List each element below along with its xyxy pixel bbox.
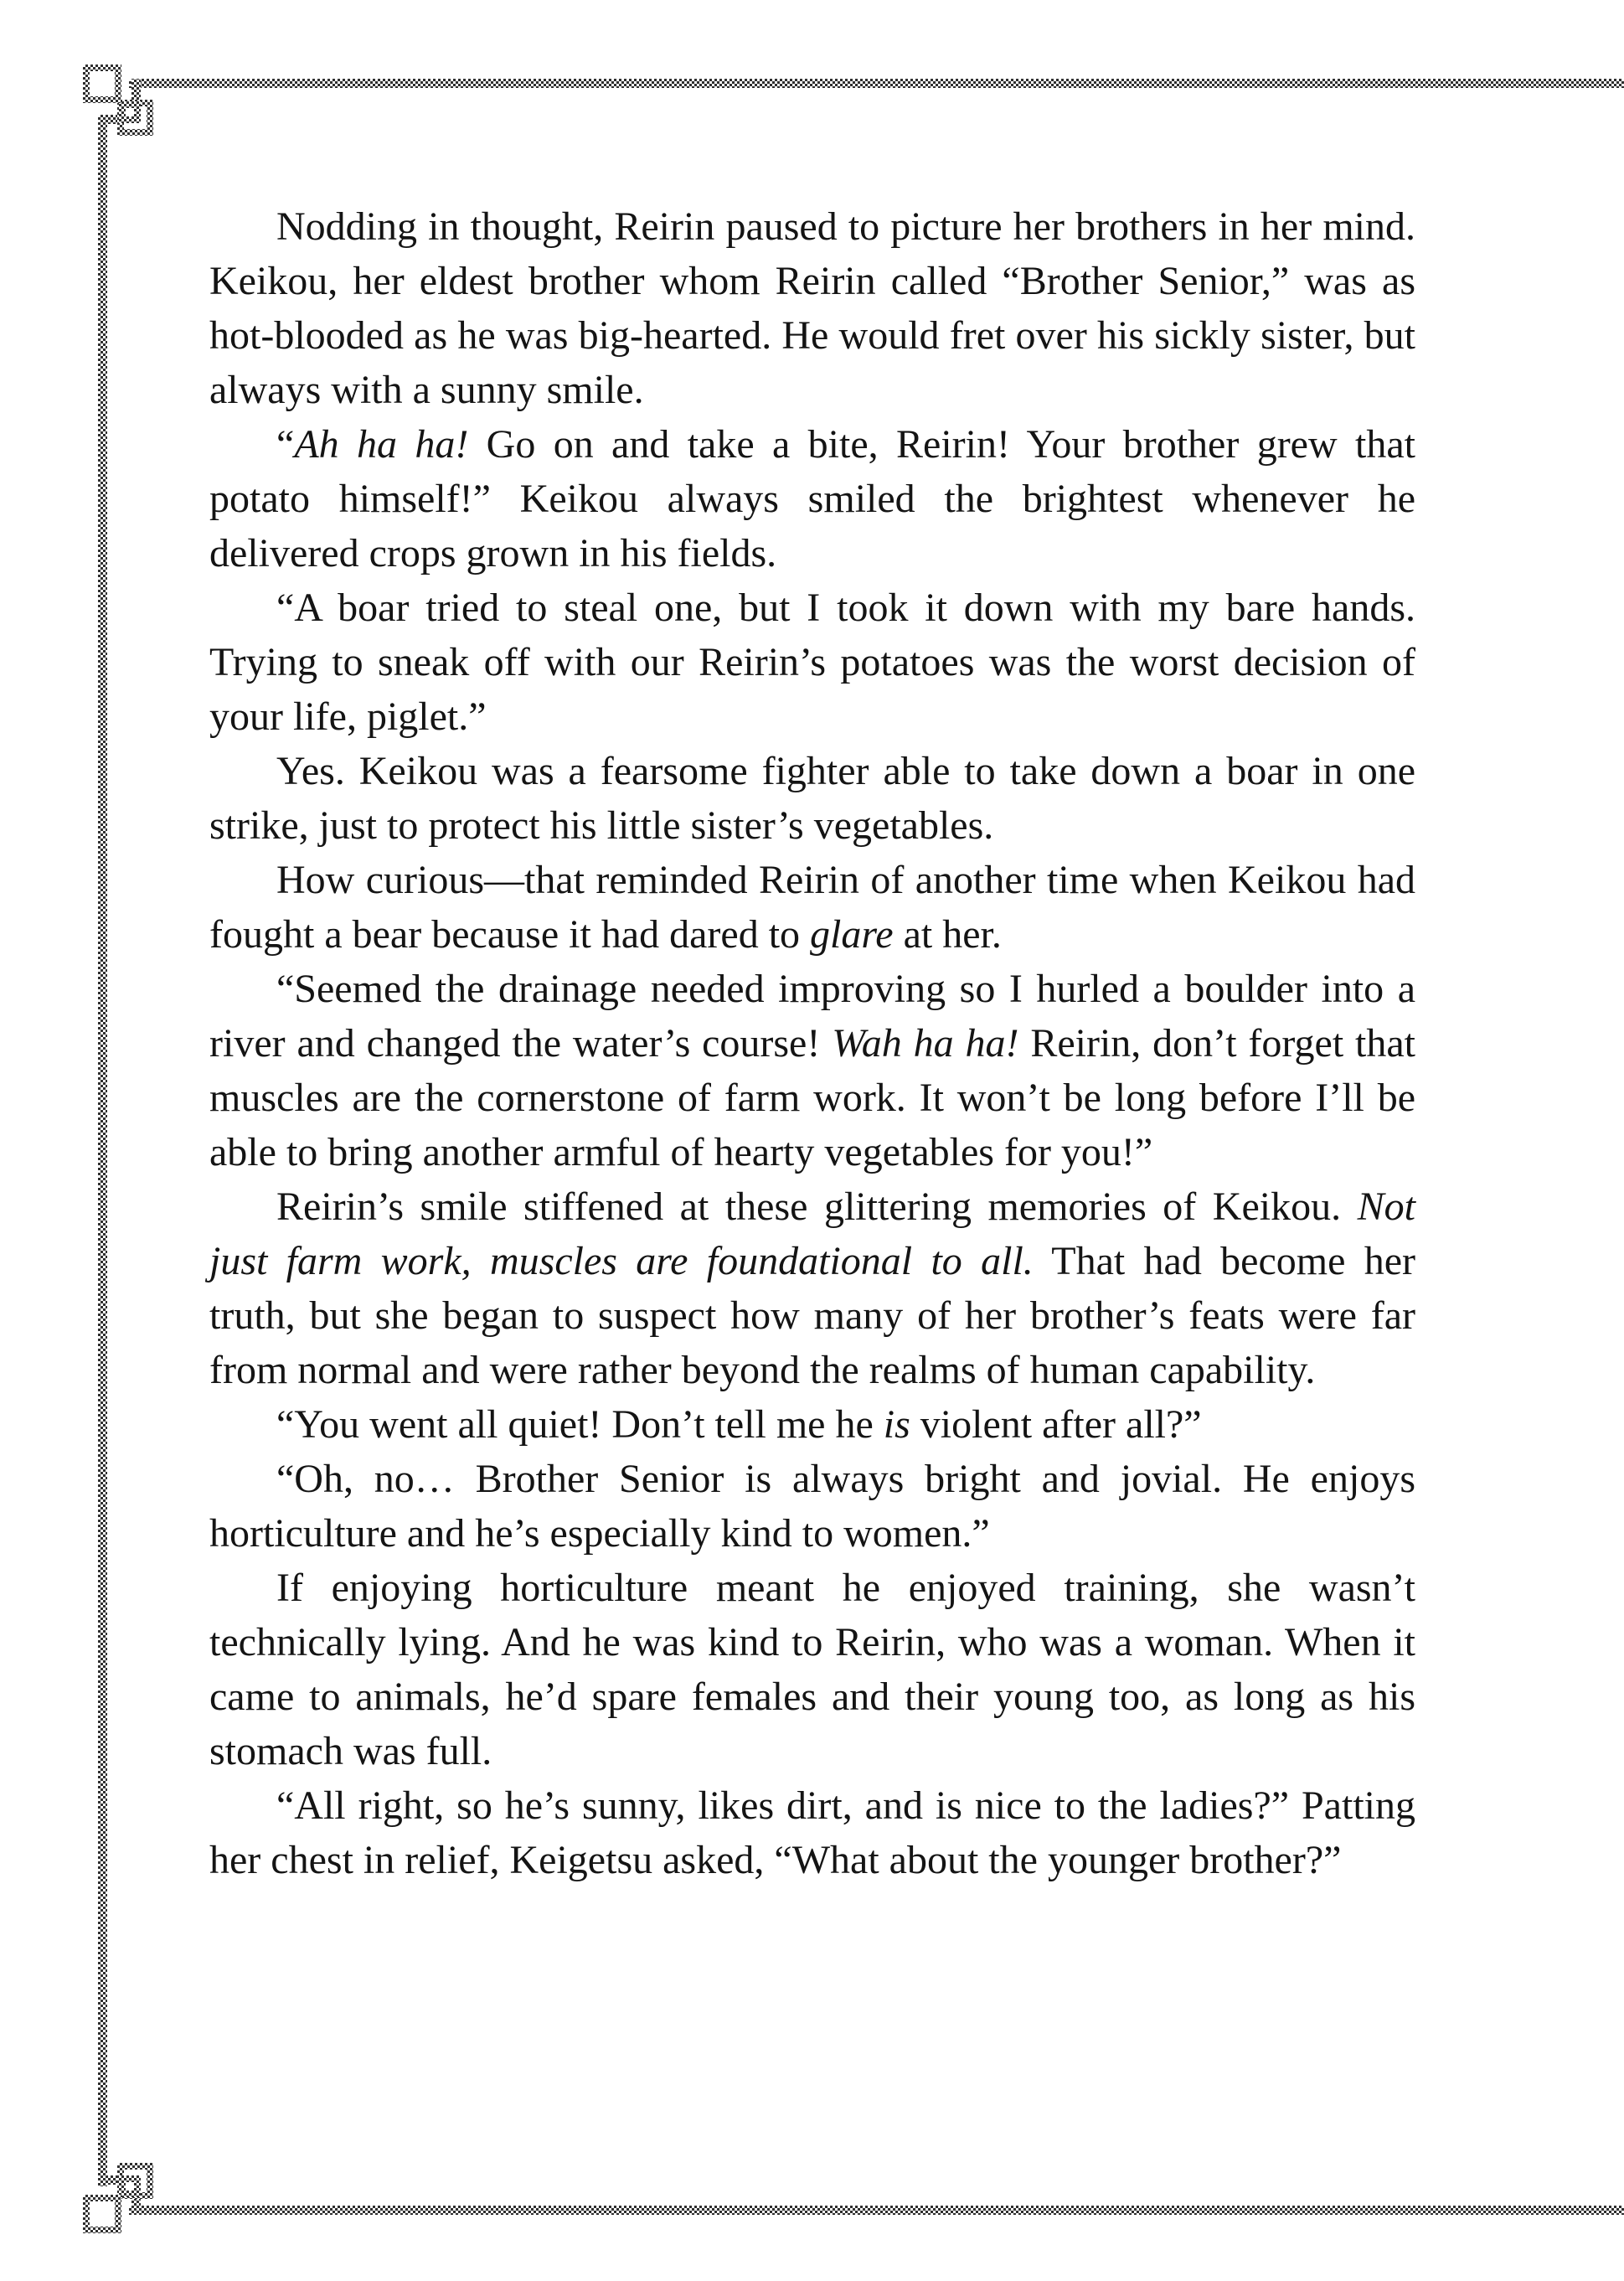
frame-corner-square-small-top bbox=[119, 101, 141, 123]
italic-text-run: Wah ha ha! bbox=[832, 1021, 1019, 1066]
text-run: “ bbox=[276, 422, 295, 467]
text-run: Nodding in thought, Reirin paused to picture her brothers in her mind. Keikou, her eldest brother whom Reirin called “Brother Senior,” was as hot-blooded as he was big-hearted. He would fret over his sickly sister, but always with a sunny smile. bbox=[209, 204, 1415, 412]
text-run: “You went all quiet! Don’t tell me he bbox=[276, 1402, 884, 1447]
paragraph bbox=[209, 744, 1415, 853]
text-run: at her. bbox=[893, 912, 1002, 957]
text-block bbox=[209, 199, 1415, 1887]
paragraph bbox=[209, 1397, 1415, 1452]
paragraph bbox=[209, 853, 1415, 962]
italic-text-run: glare bbox=[810, 912, 894, 957]
paragraph bbox=[209, 1778, 1415, 1887]
frame-corner-square-large-top bbox=[83, 65, 121, 103]
frame-left-border-line bbox=[98, 115, 107, 2186]
text-run: If enjoying horticulture meant he enjoyed training, she wasn’t technically lying. And he was kind to Reirin, who was a woman. When it came to animals, he’d spare females and their young too, as long as his stomach was full. bbox=[209, 1566, 1415, 1773]
text-run: violent after all?” bbox=[910, 1402, 1202, 1447]
frame-bottom-border-line bbox=[129, 2206, 1624, 2215]
paragraph bbox=[209, 417, 1415, 581]
text-run: “All right, so he’s sunny, likes dirt, and is nice to the ladies?” Patting her chest in relief, Keigetsu asked, “What about the younger brother?” bbox=[209, 1783, 1415, 1882]
frame-corner-square-large-bottom bbox=[83, 2195, 121, 2233]
text-run: Reirin, don’t forget that muscles are the cornerstone of farm work. It won’t be long before I’ll be able to bring another armful of hearty vegetables for you!” bbox=[209, 1021, 1416, 1174]
italic-text-run: Not just farm work, muscles are foundational to all. bbox=[209, 1184, 1415, 1283]
text-run: Reirin’s smile stiffened at these glittering memories of Keikou. bbox=[276, 1184, 1358, 1229]
text-run: Yes. Keikou was a fearsome fighter able to take down a boar in one strike, just to protect his little sister’s vegetables. bbox=[209, 749, 1415, 848]
text-run: “A boar tried to steal one, but I took it down with my bare hands. Trying to sneak off with our Reirin’s potatoes was the worst decision of your life, piglet.” bbox=[209, 586, 1415, 739]
paragraph bbox=[209, 581, 1415, 744]
text-run: “Oh, no… Brother Senior is always bright and jovial. He enjoys horticulture and he’s especially kind to women.” bbox=[209, 1457, 1415, 1556]
frame-corner-square-small-bottom bbox=[119, 2175, 141, 2197]
text-run: Go on and take a bite, Reirin! Your brother grew that potato himself!” Keikou always smiled the brightest whenever he delivered crops grown in his fields. bbox=[209, 422, 1415, 575]
paragraph bbox=[209, 1561, 1415, 1778]
text-run: That had become her truth, but she began to suspect how many of her brother’s feats were far from normal and were rather beyond the realms of human capability. bbox=[209, 1239, 1416, 1392]
paragraph bbox=[209, 1452, 1415, 1561]
frame-top-border-line bbox=[129, 79, 1624, 88]
italic-text-run: Ah ha ha! bbox=[294, 422, 469, 467]
text-run: “Seemed the drainage needed improving so I hurled a boulder into a river and changed the water’s course! bbox=[209, 967, 1415, 1066]
paragraph bbox=[209, 962, 1415, 1179]
italic-text-run: is bbox=[883, 1402, 910, 1447]
text-run: How curious—that reminded Reirin of another time when Keikou had fought a bear because it had dared to bbox=[209, 858, 1415, 957]
paragraph bbox=[209, 199, 1415, 417]
paragraph bbox=[209, 1179, 1415, 1397]
